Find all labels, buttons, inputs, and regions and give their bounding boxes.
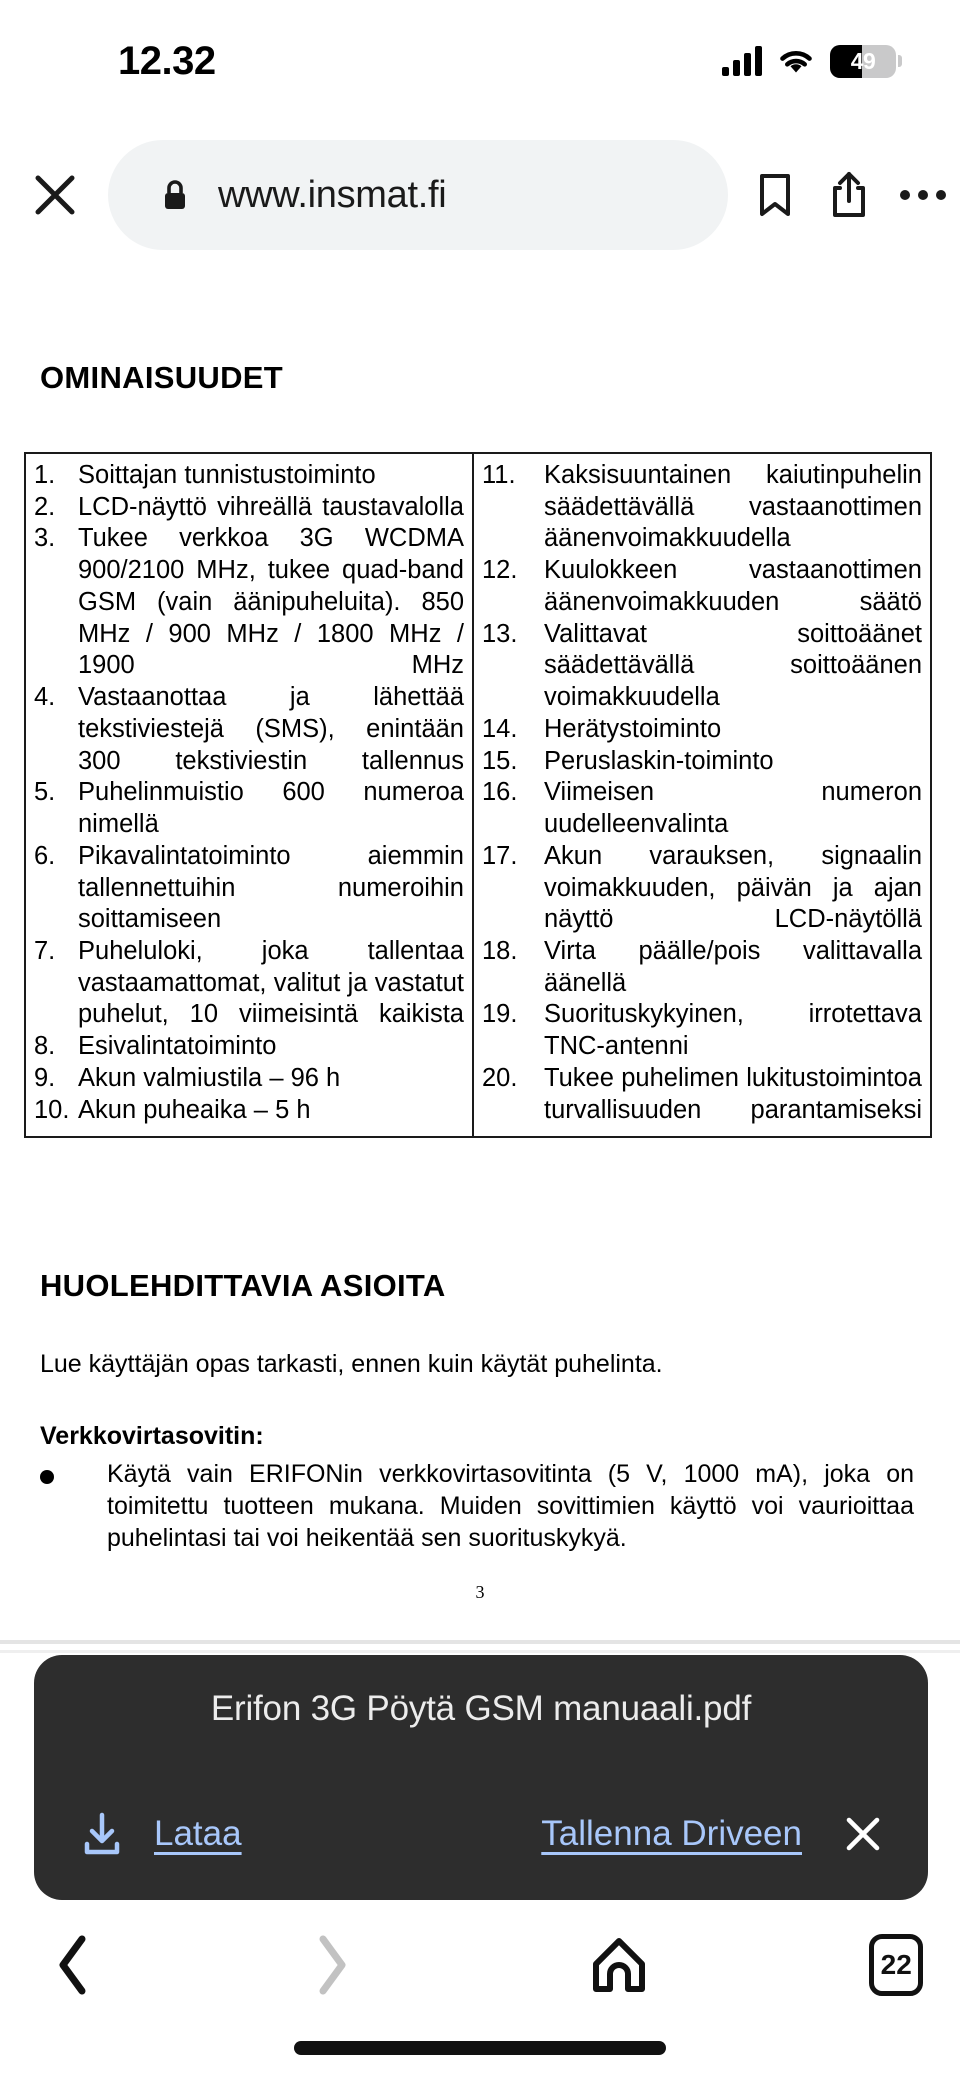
browser-bottom-nav: [0, 1900, 960, 2030]
browser-toolbar: [0, 140, 960, 250]
feature-list-item: [34, 492, 464, 524]
status-bar: [0, 0, 960, 112]
download-link[interactable]: Lataa: [154, 1814, 242, 1853]
feature-item-number: 18.: [482, 937, 518, 966]
close-icon: [32, 172, 78, 218]
feature-item-number: 10.: [34, 1095, 70, 1124]
feature-item-text: Esivalintatoiminto: [78, 1032, 277, 1061]
features-column-left: [26, 454, 474, 1136]
feature-list-item: [34, 523, 464, 682]
feature-item-number: 5.: [34, 778, 56, 807]
more-options-button[interactable]: [886, 158, 960, 232]
close-icon: [843, 1814, 883, 1854]
feature-list-item: [482, 999, 922, 1062]
feature-item-text: Soittajan tunnistustoiminto: [78, 461, 376, 489]
feature-list-item: [34, 460, 464, 492]
forward-button[interactable]: [268, 1933, 396, 1997]
feature-item-number: 4.: [34, 683, 56, 712]
tab-switcher-button[interactable]: [833, 1934, 960, 1996]
features-table: [24, 452, 932, 1138]
lock-icon: [160, 177, 190, 213]
page-divider: [0, 1640, 960, 1644]
pdf-page: [0, 250, 960, 1900]
feature-item-number: 16.: [482, 778, 518, 807]
feature-item-text: Valittavat soittoäänet säädettävällä soittoäänen voimakkuudella: [544, 619, 922, 712]
feature-list-item: [482, 746, 922, 778]
feature-item-number: 7.: [34, 937, 56, 966]
back-button[interactable]: [10, 1933, 138, 1997]
bullet-dot-icon: [40, 1470, 54, 1484]
feature-item-text: Viimeisen numeron uudelleenvalinta: [544, 778, 922, 839]
features-column-right: [474, 454, 930, 1136]
feature-list-item: [34, 682, 464, 777]
page-divider-shadow: [0, 1650, 960, 1653]
feature-list-item: [482, 714, 922, 746]
download-icon: [79, 1810, 125, 1858]
feature-item-number: 3.: [34, 524, 56, 553]
feature-item-text: Kaksisuuntainen kaiutinpuhelin säädettävällä vastaanottimen äänenvoimakkuudella: [544, 461, 922, 553]
status-bar-icons: [722, 45, 902, 78]
feature-item-text: Puhelinmuistio 600 numeroa nimellä: [78, 778, 464, 839]
feature-item-number: 2.: [34, 492, 56, 521]
url-text: www.insmat.fi: [218, 173, 447, 216]
feature-list-item: [482, 619, 922, 714]
battery-icon: [830, 45, 896, 78]
feature-list-item: [482, 777, 922, 840]
page-title-features: OMINAISUUDET: [40, 360, 283, 395]
feature-item-text: Puheluloki, joka tallentaa vastaamattomat, valitut ja vastatut puhelut, 10 viimeisintä kaikista: [78, 937, 464, 1029]
status-bar-clock: 12.32: [118, 39, 216, 83]
feature-list-item: [482, 936, 922, 999]
feature-item-text: LCD-näyttö vihreällä taustavalolla: [78, 492, 464, 521]
download-actions: [34, 1808, 928, 1860]
share-button[interactable]: [812, 158, 886, 232]
feature-list-item: [34, 1031, 464, 1063]
feature-list-item: [34, 1095, 464, 1127]
share-icon: [827, 169, 871, 221]
chevron-left-icon: [52, 1933, 96, 1997]
bullet-text: Käytä vain ERIFONin verkkovirtasovitinta (5 V, 1000 mA), joka on toimitettu tuotteen mukana. Muiden sovittimien käyttö voi vaurioittaa puhelintasi tai voi heikentää sen suorituskykyä.: [107, 1460, 914, 1552]
feature-item-text: Tukee verkkoa 3G WCDMA 900/2100 MHz, tukee quad-band GSM (vain äänipuheluita). 850 MHz / 900 MHz / 1800 MHz / 1900 MHz: [78, 524, 464, 680]
feature-item-text: Kuulokkeen vastaanottimen äänenvoimakkuuden säätö: [544, 556, 922, 616]
intro-paragraph: Lue käyttäjän opas tarkasti, ennen kuin käytät puhelinta.: [40, 1350, 663, 1378]
feature-list-item: [482, 460, 922, 555]
feature-list-item: [482, 841, 922, 936]
feature-list-item: [34, 841, 464, 936]
page-title-care: HUOLEHDITTAVIA ASIOITA: [40, 1268, 446, 1303]
feature-item-text: Suorituskykyinen, irrotettava TNC-antenni: [544, 1000, 922, 1061]
feature-item-number: 20.: [482, 1063, 518, 1092]
feature-item-number: 9.: [34, 1063, 56, 1092]
feature-item-number: 14.: [482, 714, 518, 743]
feature-list-item: [34, 1063, 464, 1095]
bookmark-icon: [754, 171, 796, 219]
feature-item-number: 15.: [482, 746, 518, 775]
download-button[interactable]: [76, 1808, 128, 1860]
feature-item-number: 6.: [34, 841, 56, 870]
page-number: 3: [475, 1582, 485, 1602]
feature-item-text: Vastaanottaa ja lähettää tekstiviestejä (SMS), enintään 300 tekstiviestin tallennus: [78, 683, 464, 775]
feature-item-text: Herätystoiminto: [544, 714, 722, 743]
feature-item-text: Akun puheaika – 5 h: [78, 1095, 311, 1124]
battery-percent-label: 49: [850, 47, 876, 74]
battery-tip: [898, 55, 902, 67]
dismiss-download-bar-button[interactable]: [840, 1811, 886, 1857]
browser-actions: [738, 158, 960, 232]
feature-item-text: Tukee puhelimen lukitustoimintoa turvallisuuden parantamiseksi: [544, 1063, 922, 1124]
home-icon: [588, 1934, 650, 1996]
feature-item-text: Virta päälle/pois valittavalla äänellä: [544, 937, 922, 997]
chevron-right-icon: [309, 1933, 353, 1997]
feature-item-text: Akun valmiustila – 96 h: [78, 1063, 341, 1092]
feature-item-number: 8.: [34, 1032, 56, 1061]
more-options-icon: [900, 190, 946, 200]
subheading-adapter: Verkkovirtasovitin:: [40, 1422, 264, 1450]
feature-list-item: [482, 555, 922, 618]
feature-item-number: 11.: [482, 461, 516, 489]
download-filename: Erifon 3G Pöytä GSM manuaali.pdf: [210, 1689, 752, 1728]
url-bar[interactable]: [108, 140, 728, 250]
save-to-drive-link[interactable]: Tallenna Driveen: [541, 1814, 802, 1853]
feature-item-number: 12.: [482, 556, 518, 585]
tab-count-badge: 22: [869, 1934, 923, 1996]
home-button[interactable]: [555, 1934, 683, 1996]
bookmark-button[interactable]: [738, 158, 812, 232]
close-tab-button[interactable]: [26, 166, 84, 224]
bullet-list-item: [40, 1458, 914, 1554]
feature-item-number: 13.: [482, 619, 518, 648]
feature-item-number: 1.: [34, 461, 56, 489]
feature-item-number: 19.: [482, 1000, 518, 1029]
feature-item-text: Peruslaskin-toiminto: [544, 746, 774, 775]
feature-item-text: Akun varauksen, signaalin voimakkuuden, päivän ja ajan näyttö LCD-näytöllä: [544, 841, 922, 934]
home-indicator: [294, 2041, 666, 2055]
feature-item-number: 17.: [482, 841, 518, 870]
wifi-icon: [776, 46, 816, 76]
feature-list-item: [34, 777, 464, 840]
download-notification-bar: [34, 1655, 928, 1900]
feature-list-item: [482, 1063, 922, 1126]
cellular-signal-icon: [722, 46, 762, 76]
feature-item-text: Pikavalintatoiminto aiemmin tallennettuihin numeroihin soittamiseen: [78, 841, 464, 934]
feature-list-item: [34, 936, 464, 1031]
